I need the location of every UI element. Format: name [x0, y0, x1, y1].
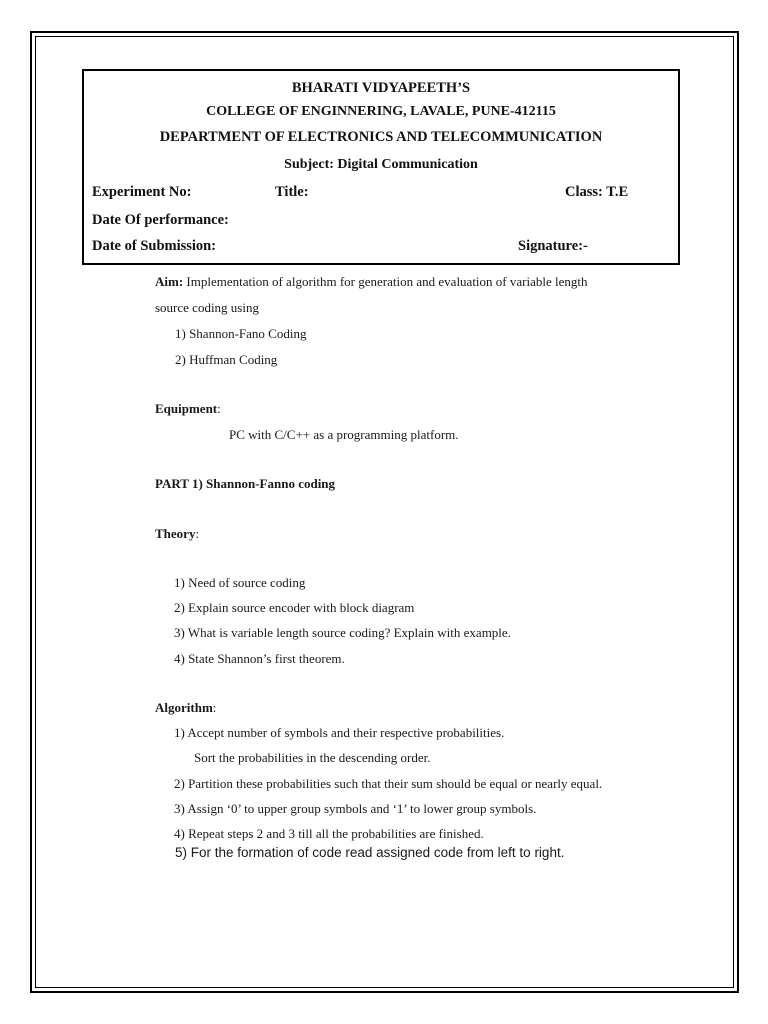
aim-item-1: 1) Shannon-Fano Coding	[175, 326, 307, 341]
title-label: Title:	[275, 184, 309, 200]
aim-item-2: 2) Huffman Coding	[175, 352, 278, 367]
theory-item-2: 2) Explain source encoder with block diagram	[174, 600, 415, 615]
header-box	[82, 69, 680, 265]
aim-text-1: Implementation of algorithm for generation and evaluation of variable length	[183, 274, 588, 289]
experiment-no-label: Experiment No:	[92, 184, 192, 200]
theory-colon: :	[195, 526, 200, 541]
algorithm-item-5: 5) For the formation of code read assigned code from left to right.	[175, 845, 565, 860]
algorithm-item-1: 1) Accept number of symbols and their respective probabilities.	[174, 725, 505, 740]
algorithm-colon: :	[212, 700, 217, 715]
algorithm-heading	[155, 700, 216, 716]
aim-label: Aim:	[155, 274, 184, 289]
algorithm-item-4: 4) Repeat steps 2 and 3 till all the probabilities are finished.	[174, 826, 484, 841]
algorithm-item-3: 3) Assign ‘0’ to upper group symbols and ‘1’ to lower group symbols.	[174, 801, 537, 816]
theory-item-3: 3) What is variable length source coding? Explain with example.	[174, 625, 511, 640]
algorithm-label: Algorithm	[155, 700, 213, 715]
equipment-text: PC with C/C++ as a programming platform.	[229, 427, 459, 442]
aim-line1	[155, 274, 587, 290]
aim-text-2: source coding using	[155, 300, 259, 315]
equipment-colon: :	[217, 401, 221, 416]
signature-label: Signature:-	[518, 238, 588, 254]
date-of-performance-label: Date Of performance:	[92, 212, 229, 228]
part1-heading: PART 1) Shannon-Fanno coding	[155, 476, 336, 491]
equipment-label: Equipment	[155, 401, 218, 416]
class-label: Class: T.E	[565, 184, 629, 200]
theory-heading	[155, 526, 199, 542]
header-college: COLLEGE OF ENGINNERING, LAVALE, PUNE-412115	[206, 104, 556, 119]
date-of-submission-label: Date of Submission:	[92, 238, 217, 254]
header-institution: BHARATI VIDYAPEETH’S	[291, 80, 471, 96]
theory-label: Theory	[155, 526, 196, 541]
header-department: DEPARTMENT OF ELECTRONICS AND TELECOMMUNICATION	[159, 129, 603, 145]
algorithm-item-2: 2) Partition these probabilities such that their sum should be equal or nearly equal.	[174, 776, 603, 791]
header-subject: Subject: Digital Communication	[284, 157, 478, 172]
algorithm-item-1-continued: Sort the probabilities in the descending order.	[194, 750, 431, 765]
theory-item-4: 4) State Shannon’s first theorem.	[174, 651, 345, 666]
equipment-heading	[155, 401, 221, 417]
theory-item-1: 1) Need of source coding	[174, 575, 306, 590]
